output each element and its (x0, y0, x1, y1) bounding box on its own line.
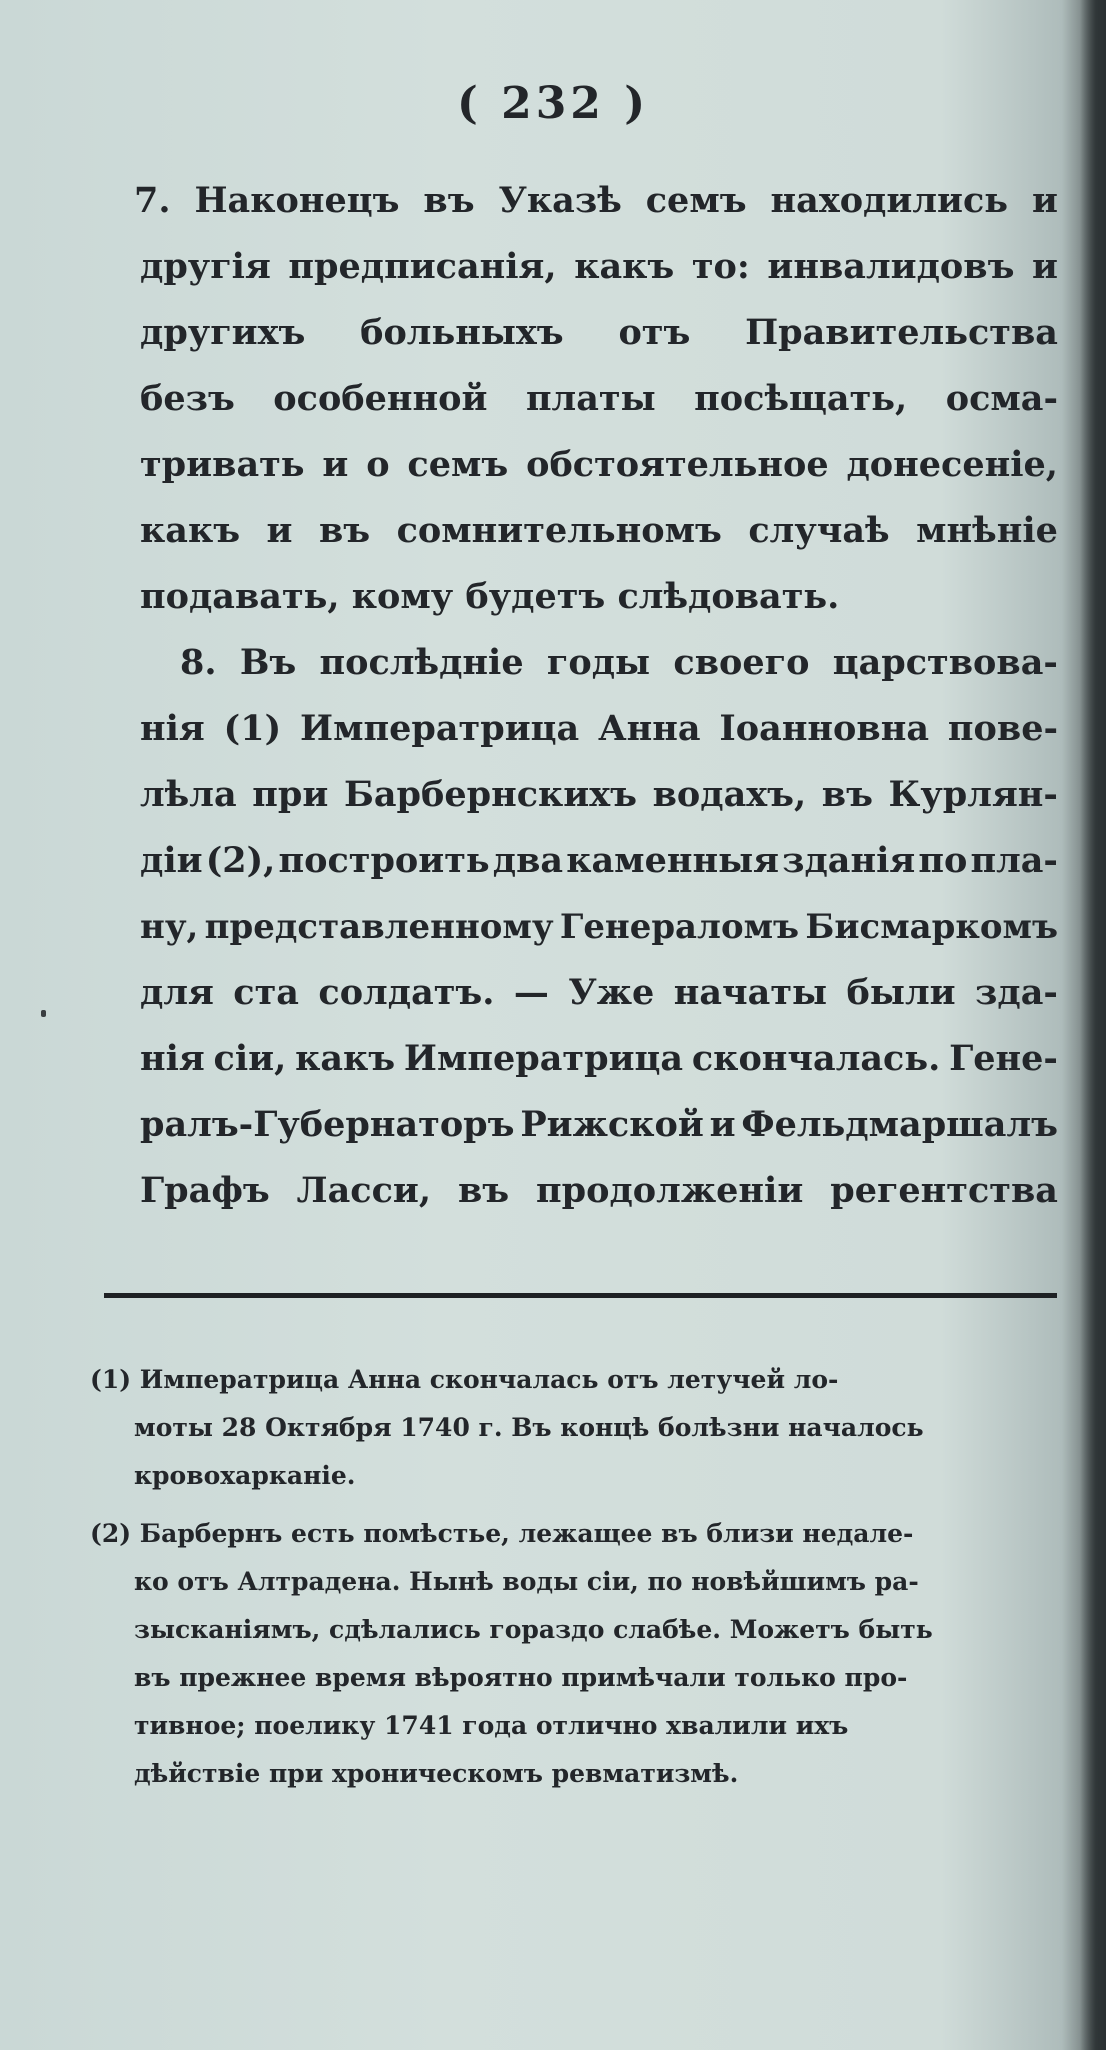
word: годы (546, 642, 651, 683)
word: зда- (975, 972, 1058, 1013)
text-line (140, 894, 1058, 960)
word: Ласси, (296, 1170, 432, 1211)
text-line (140, 960, 1058, 1026)
footnote-line: моты 28 Октября 1740 г. Въ концѣ болѣзни началось (134, 1413, 924, 1442)
word: какъ (295, 1038, 396, 1079)
word: Рижской (520, 1104, 704, 1145)
word: представленному (204, 907, 554, 947)
word: зданія (782, 840, 916, 881)
text-line (140, 1158, 1058, 1224)
footnote-divider (104, 1293, 1057, 1298)
word: продолженіи (536, 1170, 804, 1211)
word: — (513, 972, 549, 1013)
word: Правительства (745, 312, 1058, 353)
word: то: (691, 246, 750, 287)
word: какъ (140, 510, 241, 551)
word: послѣдніе (319, 642, 524, 683)
word: инвалидовъ (767, 246, 1015, 287)
word: водахъ, (652, 774, 807, 815)
word: нія (140, 1038, 205, 1079)
word: какъ (574, 246, 675, 287)
word: при (252, 774, 329, 815)
word: донесеніе, (846, 444, 1058, 485)
footnote-line: тивное; поелику 1741 года отлично хвалили ихъ (134, 1711, 849, 1740)
word: посѣщать, (694, 378, 908, 419)
text-line (140, 762, 1058, 828)
word: каменныя (566, 840, 780, 881)
word: особенной (273, 378, 488, 419)
word: 8. (180, 642, 217, 683)
text-line: подавать, кому будетъ слѣдовать. (140, 576, 840, 617)
page-edge-shadow (1080, 0, 1106, 2050)
word: Курлян- (888, 774, 1058, 815)
word: о (366, 444, 390, 485)
word: своего (673, 642, 810, 683)
word: регентства (830, 1170, 1058, 1211)
word: пла- (970, 840, 1058, 881)
word: были (846, 972, 956, 1013)
word: платы (525, 378, 656, 419)
word: въ (457, 1170, 510, 1211)
word: Графъ (140, 1170, 270, 1211)
footnote-line: кровохарканіе. (134, 1461, 356, 1490)
text-line (140, 696, 1058, 762)
word: Генераломъ (559, 907, 800, 947)
text-line (140, 300, 1058, 366)
text-line (140, 1092, 1058, 1158)
word: Въ (239, 642, 297, 683)
text-line (140, 828, 1058, 894)
word: Анна (598, 708, 701, 749)
word: Гене- (949, 1038, 1058, 1079)
word: отъ (618, 312, 691, 353)
word: скончалась. (691, 1038, 941, 1079)
word: обстоятельное (526, 444, 829, 485)
text-line (134, 168, 1058, 234)
word: два (492, 840, 564, 881)
word: начаты (673, 972, 828, 1013)
text-line (140, 1026, 1058, 1092)
word: солдатъ. (318, 972, 495, 1013)
word: тривать (140, 444, 305, 485)
word: ну, (140, 907, 199, 947)
page-number: ( 232 ) (456, 78, 650, 129)
word: семъ (407, 444, 509, 485)
word: для (140, 972, 214, 1013)
footnote-line: (2) Барбернъ есть помѣстье, лежащее въ близи недале- (90, 1519, 914, 1548)
word: Бисмаркомъ (805, 907, 1058, 947)
word: Уже (568, 972, 655, 1013)
word: безъ (140, 378, 235, 419)
text-line (140, 432, 1058, 498)
word: сіи, (213, 1038, 287, 1079)
word: Наконецъ (194, 180, 400, 221)
word: діи (140, 840, 203, 881)
word: сомнительномъ (396, 510, 722, 551)
word: нія (140, 708, 205, 749)
footnote-2 (90, 1510, 1058, 1798)
word: находились (770, 180, 1009, 221)
word: ралъ-Губернаторъ (140, 1104, 515, 1145)
text-line (140, 234, 1058, 300)
word: и (709, 1104, 736, 1145)
footnote-line: (1) Императрица Анна скончалась отъ летучей ло- (90, 1365, 839, 1394)
word: Указѣ (498, 180, 622, 221)
word: больныхъ (360, 312, 564, 353)
text-line (140, 630, 1058, 696)
word: другія (140, 246, 271, 287)
word: (1) (223, 708, 282, 749)
word: случаѣ (748, 510, 890, 551)
word: 7. (134, 180, 171, 221)
footnote-line: дѣйствіе при хроническомъ ревматизмѣ. (134, 1759, 739, 1788)
word: Іоанновна (719, 708, 930, 749)
word: Императрица (300, 708, 580, 749)
word: Императрица (403, 1038, 684, 1079)
word: построить (278, 840, 490, 881)
word: ста (233, 972, 299, 1013)
body-text (134, 168, 1058, 1224)
footnote-line: зысканіямъ, сдѣлались гораздо слабѣе. Можетъ быть (134, 1615, 933, 1644)
word: пове- (947, 708, 1058, 749)
word: семъ (645, 180, 747, 221)
word: и (266, 510, 293, 551)
word: Барбернскихъ (343, 774, 637, 815)
word: мнѣніе (916, 510, 1058, 551)
word: и (1031, 180, 1058, 221)
word: (2), (205, 840, 276, 881)
footnotes (90, 1356, 1058, 1798)
text-line (140, 366, 1058, 432)
footnote-1 (90, 1356, 1058, 1500)
footnote-line: въ прежнее время вѣроятно примѣчали только про- (134, 1663, 908, 1692)
word: по (918, 840, 968, 881)
word: царствова- (832, 642, 1058, 683)
word: и (322, 444, 349, 485)
word: и (1032, 246, 1058, 287)
word: въ (821, 774, 873, 815)
word: въ (423, 180, 475, 221)
word: лѣла (140, 774, 237, 815)
word: Фельдмаршалъ (741, 1104, 1058, 1145)
word: другихъ (140, 312, 306, 353)
footnote-line: ко отъ Алтрадена. Нынѣ воды сіи, по новѣйшимъ ра- (134, 1567, 919, 1596)
word: въ (318, 510, 371, 551)
ink-speck (41, 1010, 46, 1017)
text-line (140, 498, 1058, 564)
word: предписанія, (288, 246, 557, 287)
word: осма- (945, 378, 1058, 419)
